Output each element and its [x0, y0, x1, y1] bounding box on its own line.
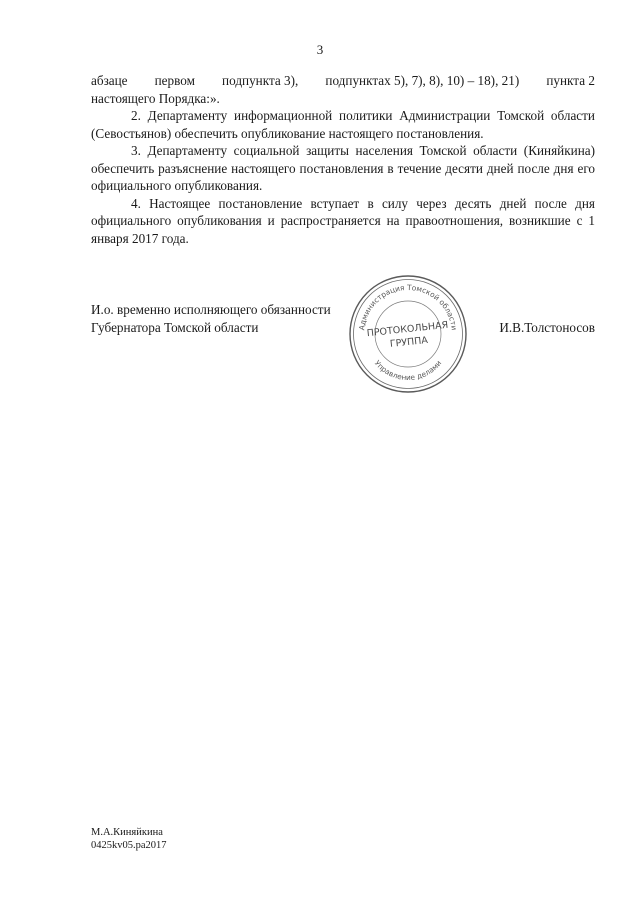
stamp-graphic [346, 272, 470, 396]
paragraph-3: 3. Департаменту социальной защиты населения Томской области (Киняйкина) обеспечить разъяснение настоящего постановления в течение десяти дней после дня его официального опубликования. [91, 143, 595, 193]
word: подпунктах 5), 7), 8), 10) – 18), 21) [325, 73, 520, 88]
footer [91, 826, 167, 852]
signature-block [91, 301, 595, 336]
stamp-center-line2: ГРУППА [389, 334, 429, 350]
paragraph-1-first-line [91, 72, 595, 90]
signatory-title-line2: Губернатора Томской области [91, 319, 259, 335]
footer-code: 0425kv05.pa2017 [91, 840, 167, 851]
signatory-title-line1: И.о. временно исполняющего обязанности [91, 302, 331, 317]
paragraph-4: 4. Настоящее постановление вступает в силу через десять дней после дня официального опубликования и распространяется на правоотношения, возникшие с 1 января 2017 года. [91, 195, 595, 246]
footer-author: М.А.Киняйкина [91, 827, 163, 838]
paragraph-2: 2. Департаменту информационной политики Администрации Томской области (Севостьянов) обеспечить опубликование настоящего постановления. [91, 108, 595, 141]
word: абзаце [91, 73, 128, 88]
official-stamp [346, 272, 470, 396]
paragraph-1-rest: настоящего Порядка:». [91, 90, 220, 106]
page-number: 3 [316, 42, 324, 57]
word: подпункта 3), [222, 73, 299, 88]
body-text [91, 72, 595, 247]
word: пункта 2 [546, 73, 595, 88]
signatory-name: И.В.Толстоносов [499, 319, 595, 335]
stamp-bottom-arc-text: Управление делами [372, 358, 444, 383]
stamp-top-arc-text: Администрация Томской области [357, 282, 459, 331]
paragraph-1 [91, 72, 595, 107]
word: первом [154, 73, 195, 88]
stamp-center-line1: ПРОТОКОЛЬНАЯ [366, 319, 449, 340]
